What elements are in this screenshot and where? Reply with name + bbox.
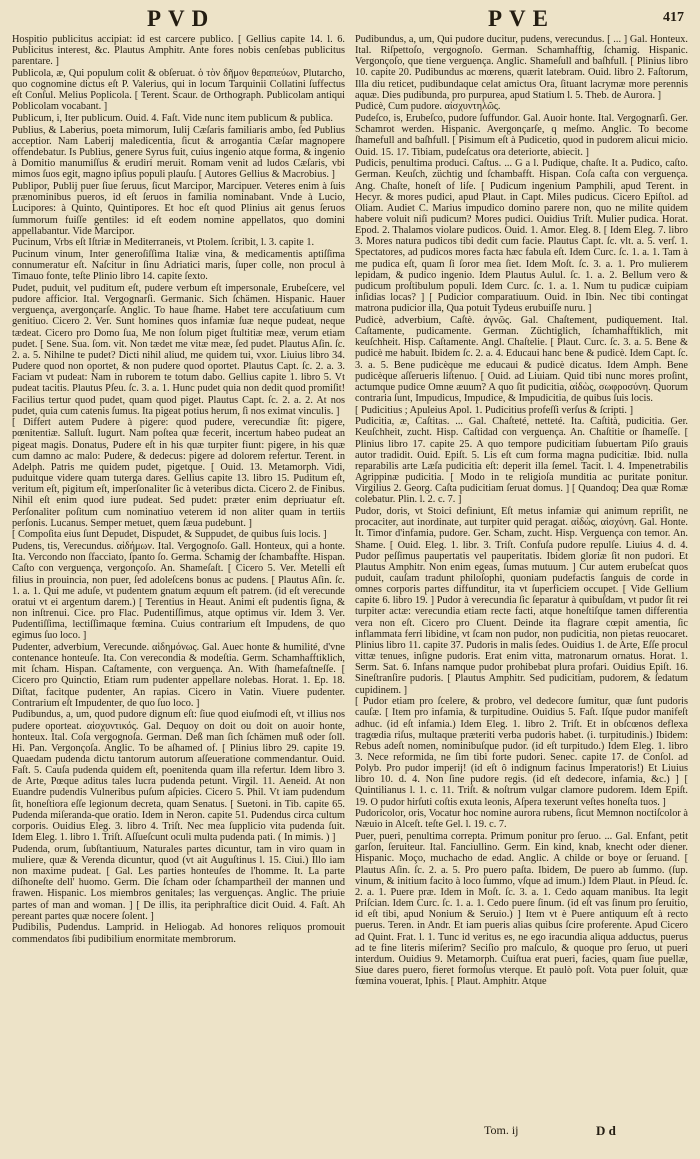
header-left-guide-word: PVD	[147, 6, 216, 31]
dictionary-entry: Publicum, i, Iter publicum. Ouid. 4. Faſt. Vide nunc item publicum & publica.	[12, 113, 333, 125]
dictionary-entry: Pudenter, adverbium, Verecunde. αἰδημόνως. Gal. Auec honte & humilité, d'vne contenance honteuſe. Ita. Con verecondia & modeſtia. Germ. Schamhafftiklich, mit ſcham. Hispan. Caſtamente, con verguença. An. With ſhamefaſtneſſe. [ Cicero pro Quinctio, Etiam rum pudenter appellare nolebas. Horat. 1. Ep. 18. Diſtat, facitque pudenter, An rapias. Cicero in Vatin. Viuere pudenter. Contrarium eſt Impudenter, de quo ſuo loco. ]	[12, 641, 345, 709]
dictionary-entry: Publipor, Publij puer ſiue ſeruus, ſicut Marcipor, Marcipuer. Veteres enim à ſuis prænominibus pueros, id eſt ſeruos in familia nominabant. Vnde à Lucio, Lucipores: à Quinto, Quintipores. Et hoc eſt quod Plinius ait genus ſeruos ſummorum fuiſſe gentiles: id eſt eodem nomine appellatos, quo domini appellabantur. Vide Marcipor.	[12, 181, 345, 237]
dictionary-entry: Publicola, æ, Qui populum colit & obſeruat. ὁ τὸν δῆμον θεραπεύων, Plutarcho, quo cognomine dictus eſt P. Valerius, qui in locum Tarquinii Collatini ſuffectus eſt Conſul. Melius Poplicola. [ Terent. Scaur. de Orthograph. Publicolam antiqui Poblicolam vocabant. ]	[12, 67, 345, 113]
dictionary-entry: Pudibilis, Pudendus. Lamprid. in Heliogab. Ad honores reliquos promouit commendatos ſibi pudibilium enormitate membrorum.	[12, 922, 345, 945]
dictionary-entry: Pudicè, Cum pudore. αἰσχυντηλῶς.	[355, 101, 501, 113]
page-number: 417	[663, 10, 684, 25]
dictionary-entry: Pudeſco, is, Erubeſco, pudore ſuffundor. Gal. Auoir honte. Ital. Vergognarſi. Ger. Schamrot werden. Hispanic. Avergonçarſe, q meſmo. Anglic. To become ſhamefull and baſhfull. [ Pisimum eſt à Pudicetio, quod in pudorem alicui micio. Ouid. 15. 17. Tibiam, pudeſcatus ora deteriorte, abiecit. ]	[355, 113, 688, 158]
dictionary-entry: [ Pudicitius ; Apuleius Apol. 1. Pudicitius profeſſi verſus & ſcripti. ]	[355, 404, 634, 416]
right-column	[355, 34, 688, 1117]
signature-mark: D d	[596, 1123, 616, 1138]
header-right-guide-word: PVE	[488, 6, 555, 31]
dictionary-entry: Pudicè, adverbium, Caſtè. ἁγνῶς. Gal. Chaſtement, pudiquement. Ital. Caſtamente, pudicamente. German. Züchtiglich, ſchamhafftiklich, mit keuſchheit. Hisp. Caſtamente. Angl. Chaſtelie. [ Plaut. Curc. ſc. 3. a. 5. Bene & pudicè me habuit. Ibidem ſc. 2. a. 4. Educaui hanc bene & pudicè. Idem Capt. ſc. 3. a. 5. Bene pudicèque me educaui & pudicè dicatus. Idem Amph. Bene pudicèque aſſerueris liſtenuo. [ Ouid. ad Liuiam. Quid tibi nunc mores proſint, actumque pudice Omne æuum? A quo ſit pudicitia, αἰδὼς, σωφροσύνη. Quorum contraria ſunt, Impudicus, Impudice, & Impudicitia, de quibus ſuis locis.	[355, 314, 688, 404]
dictionary-entry: Pudor, doris, vt Stoici definiunt, Eſt metus infamiæ qui animum repriſit, ne procaciter, aut inordinate, aut turpiter quid peragat. αἰδώς, αἰσχύνη. Gal. Honte. It. Timor d'infamia, pudore. Ger. Scham, zucht. Hisp. Verguença con temor. An. Shame. [ Ouid. Eleg. 1. libr. 3. Triſt. Confuſa pudore repulſe. Liuius 4. d. 4. Pudor peſſimus paupertatis vel pauperitatis. Ibidem gloriæ ſit non pudori. Et Plautus Amphitr. Non enim egeas, ſumas mutuum. ] Cur autem erubeſcat quos puduit, cauſam tradunt philoſophi, quoniam pudefactis ſanguis de corde in omnes corporis partes diffunditur, ita vt ſuperficiem occupet. [ Vide Gellium capite 6. libro 19. ] Pudor à verecundia ſic ſeparatur à quibuſdam, vt pudor ſit rei turpiter actæ: verecundia etiam recte facti, atque honeſtiſque tamen differentia vera non eſt. Cicero pro Cluent. Deinde ita flagrare cœpit amentia, ſic inflammata ferri libidine, vt ſcam non pudor, non pudicitia, non pietas reuocaret. Plinius libro 11. capite 37. Pudoris in malis ſedes. Ouidius 1. de Arte, Eſſe procul vittæ tenues, inſigne pudoris. Erat enim vitta, matronarum ornatus. Horat. 1. Serm. Sat. 6. Infans namque pudor prohibebat plura profari. Ouidius Epiſt. 16. Sineſtranſire pudoris. [ Plautus Amphitr. Sed pudicitiam, pudorem, & ſedatum cupidinem. ]	[355, 506, 688, 696]
dictionary-entry: [ Differt autem Pudere à pigere: quod pudere, verecundiæ ſit: pigere, pœnitentiæ. Salluſt. Iugurt. Nam poſtea quæ fecerit, incertum habeo pudeat an pigeat magis. Donatus, Pudere eſt in his quæ turpiter fiunt: pigere, in his quæ cum damno ac malo: Pudere, & dedecus: pigere ad dolorem refertur. Terent. in Adelph. Patris me quidem pudet, pigetque. [ Ouid. 13. Metamorph. Vidi, puduitque videre quam tuterga dares. Gellius capite 13. libro 15. Puditum eſt, veritum eſt, pigitum eſt, imperſonaliter ſic à veteribus dicta. Cicero 2. de Finibus. Nihil eſt enim quod iure pudeat. Sed pudet: præter enim depriuatur eſt. Perſonaliter poſitum cum nominatiuo veterem id non aliter quam in tertiis perſonis. Lucanus. Semper metuet, quem ſæua pudebunt. ]	[12, 417, 345, 529]
dictionary-entry: Pudicitia, æ, Caſtitas. ... Gal. Chaſteté, netteté. Ita. Caſtità, pudicitia. Ger. Keuſchheit, zucht. Hisp. Caſtidad con verguença. An. Chaſtitie or ſhameſſe. [ Plinius libro 17. capite 25. A quo tempore pudicitiam ſubuertam Piſo grauis autor tradidit. Ouid. Epiſt. 5. Lis eſt cum forma magna pudicitiæ. Ibid. nulla reparabilis arte Læſa pudicitia eſt: deperit illa ſemel. Tacit. l. 4. Impenetrabilis Agrippinæ pudicitia. [ Modo in te religioſa munditia ac puritate ponitur. Virgilius 2. Georg. Caſta pudicitiam ſeruat domus. ] [ Quandoq; Dea quæ Romæ colebatur. Plin. l. 2. c. 7. ]	[355, 416, 688, 506]
page-footer	[12, 1117, 688, 1147]
dictionary-entry: Pudet, puduit, vel puditum eſt, pudere verbum eſt impersonale, Erubeſcere, vel pudore afficior. Ital. Vergognarſi. Germanic. Sich ſchämen. Hispanic. Hauer verguença, avergonçarſe. Anglic. To haue ſhame. Habet tere accuſatiuum cum genitiuo. Cicero 2. Ver. Sunt homines quos infamiæ ſuæ neque pudeat, neque tædeat. Cicero pro Domo ſua, Me non ſolum piget ſtultitiæ meæ, verum etiam pudet. [ Sene. Sua. ſom. vit. Non tædet me vitæ meæ, ſed pudet. Plautus Aſin. ſc. 2. a. 5. Nihilne te pudet? Dicti nihil aliud, me quidem tui, vxor. Liuius libro 34. Pudere quod non oportet, & non pudere quod oportet. Plautus Capt. ſc. 2. a. 3. Faciam vt pudeat: Nam in ruborem te totum dabo. Gellius capite 1. libro 5. Vt pudeat tacitis. Plautus Pſeu. ſc. 3. a. 1. Hunc pudet quia non dedit quod promiſit! Facilius tertur quod pudet, quam quod piget. Plautus Capt. ſc. 2. a. 2. At nos pudet, quia cum catenis ſumus. Ita pigeat potius herum, ſi nos eximat vinculis. ]	[12, 282, 345, 417]
dictionary-entry: Pudicis, penultima produci. Caſtus. ... G a l. Pudique, chaſte. It a. Pudico, caſto. German. Keuſch, züchtig und ſchambafft. Hispan. Coſa caſta con verguença. Ang. Chaſte, honeſt of liſe. [ Pudicum ingenium Pamphili, apud Terent. in Hecyr. & mores pudici, apud Plaut. in Capt. Miles pudicus. Cicero Epiſtol. ad Oliam. Audiet C. Marius impudico domino parere non, quo ne milite quidem habere voluit niſi pudicum? Mores pudici. Ouidius Triſt. Mulier pudica. Horat. Epod. 2. Thalamos violare pudicos. Ouid. 1. Amor. Eleg. 8. [ Idem Eleg. 7. libro 3. Mores natura pudicos tibi dedit cum facie. Plautus Capt. ſc. vlt. a. 5. verſ. 1. Spectatores, ad pudicos mores facta hæc fabula eſt. Idem Curc. ſc. 1. a. 1. Tam à me pudica eſt, quam ſi ſoror mea ſiet. Idem Moſt. ſc. 3. a. 1. Pro mulierem lepidam, & pudico ingenio. Idem Plautus Aulul. ſc. 1. a. 2. Bellum vero & pudicum proſtibulum populi. Idem Curc. ſc. 1. a. 1. Num tu pudicæ cuipiam inſidias locas? ] [ Pudicior comparatiuum. Ouid. in Ibin. Nec tibi contingat matrona pudicior illa, Qua potuit Tydeus erubuiſſe nuru. ]	[355, 158, 688, 315]
text-columns	[12, 34, 688, 1117]
running-header	[12, 6, 688, 32]
dictionary-entry: Pudoricolor, oris, Vocatur hoc nomine aurora rubens, ſicut Memnon noctiſcolor à Næuio in Alceſt. teſte Gel. l. 19. c. 7.	[355, 808, 688, 831]
dictionary-entry: [ Compoſita eius ſunt Depudet, Dispudet, & Suppudet, de quibus ſuis locis. ]	[12, 529, 327, 541]
dictionary-entry: [ Pudor etiam pro ſcelere, & probro, vel dedecore ſumitur, quæ ſunt pudoris cauſæ. [ Item pro infamia, & turpitudine. Ouidius 5. Faſt. Iſque pudor manifeſt adhuc. (id eſt infamia.) Idem Eleg. 1. libro 2. Triſt. Et in obſcœnos deflexa tragœdia riſus, multaque præteriti verba pudoris habet. (i. turpitudinis.) Ibidem: Rebus adeſt nomen, nominibuſque pudor. (id eſt turpitudo.) Idem Eleg. 1. libro 3. Nece reformida, ne ſim tibi forte pudori. Senec. capite 17. de Conſol. ad Polyb. Pro pudor imperij! (id eſt ô indignum facinus Imperatoris!) Et Liuius libro 10. d. 4. Non ſine pudore regis. (id eſt dedecore, infamia, &c.) ] [ Quintilianus l. 1. c. 11. Triſt. & noſtrum vulgar clamore pudorem. Idem Epiſt. 19. O pudor hirſuti coſtis exuta leonis, Aſpera texerunt veſtes honeſta tuos. ]	[355, 696, 688, 808]
dictionary-entry: Pucinum vinum, Inter generoſiſſima Italiæ vina, & medicamentis aptiſſima connumeratur eſt. Naſcitur in ſinu Adriatici maris, ſuper colle, non procul à Timauo fonte, teſte Plinio libro 14. capite ſexto.	[12, 248, 345, 283]
dictionary-entry: Publius, & Laberius, poeta mimorum, Iulij Cæſaris familiaris ambo, ſed Publius acceptior. Nam Laberij maledicentia, ſicut & arrogantia Cæſar magnopere offendebatur. Is Publius, genere Syrus fuit, cuius ingenio atque forma, & ingenio à Domitio manumiſſus & erudiri meruit. Romam venit ad ludos Cæſaris, vbi mimos ſuos egit, magno ipſius populi plauſu. [ Autores Gellius & Macrobius. ]	[12, 124, 345, 181]
dictionary-entry: Hospitio publicitus accipiat: id est carcere publico. [ Gellius capite 14. l. 6. Publicitus interest, &c. Plautus Amphitr. Ante fores nobis cenſebas publicitus parentare. ]	[12, 34, 345, 68]
dictionary-entry: Pucinum, Vrbs eſt Iſtriæ in Mediterraneis, vt Ptolem. ſcribit, l. 3. capite 1.	[12, 237, 315, 249]
dictionary-entry: Pudibundus, a, um, quod pudore dignum eſt: ſiue quod eiuſmodi eſt, vt illius nos pudere oporteat. αἰσχυντικός. Gal. Dequoy on doit ou doit on auoir honte, honteux. Ital. Coſa vergognoſa. German. Deß man ſich ſchämen muß oder ſoll. Hi. Pan. Vergonçoſa. Anglic. To be aſhamed of. [ Plinius libro 29. capite 19. Quaedam pudenda dictu tantorum autorum aſſeueratione commendantur. Ouid. Faſt. 5. Cauſa pudenda quidem eſt, poenitenda quam illa refertur. Idem libro 3. de Arte, Pœque aditus tales lucra pudenda petunt. Virgil. 11. Aeneid. At non Euandre pudendis Vulneribus puſum aſpicies. Cicero 5. Phil. Vt iam pudendum ſit, honeſtiora eſſe legionum decreta, quam Senatus. [ Suetoni. in Tib. capite 65. Pudenda miſeranda-que oratio. Idem in Neron. capite 51. Pudendus circa cultum corporis. Ouidius Eleg. 3. libro 4. Triſt. Nec mea ſupplicio vita pudenda ſuit. Idem Eleg. 1. libro 1. Triſt. Aſſueſcunt oculi multa pudenda pati. ( In mimis. ) ]	[12, 709, 345, 844]
dictionary-entry: Pudibundus, a, um, Qui pudore ducitur, pudens, verecundus. [ ... ] Gal. Honteux. Ital. Riſpettoſo, vergognoſo. German. Schamhafftig, ſchamig. Hispanic. Vergonçoſo, que tiene verguença. Anglic. Shameſull and baſhfull. [ Plinius libro 10. capite 20. Pudibundus ac mœrens, quærit latebram. Ouid. libro 2. Faſtorum, Illa diu reticet, pudibundaque celat amictus Ora, ſituant lacrymæ more perennis aquæ. Dies pudibunda, pro purpurea, apud Statium l. 5. Theb. de Aurora. ]	[355, 34, 688, 101]
volume-mark: Tom. ij	[484, 1123, 519, 1137]
dictionary-entry: Pudens, tis, Verecundus. αἰδήμων. Ital. Vergognoſo. Gall. Honteux, qui a honte. Ita. Vercondo non ſfacciato, ſpanto ſo. Germa. Schamig der ſchambaffte. Hispan. Caſto con verguença, vergonçoſo. An. Shameſaſt. [ Cicero 5. Ver. Metelli eſt filius in prouincia, non puer, ſed adoleſcens bonus ac pudens. [ Plautus Aſin. ſc. 1. a. 1. Qui me aduſe, vt pudentem gnatum æquum eſt patrem. (id eſt verecunde oratui vt ei argentum darem.) [ Terentius in Heaut. Animi eſt pudentis ſigna, & non inſtrenui. Cice. pro Flac. Pudentiſſimus, atque optimus vir. Idem 3. Ver. Pudentiſſima, lectiſſimaque fœmina. Cuius contrarium eſt Impudens, de quo egimus ſuo loco. ]	[12, 541, 345, 642]
dictionary-entry: Pudenda, orum, ſubſtantiuum, Naturales partes dicuntur, tam in viro quam in muliere, quæ & Verenda dicuntur, quod (vt ait Auguſtinus l. 15. Ciui.) Illo iam non maxime pudeat. [ Gal. Les parties honteuſes de l'homme. It. La parte diſhoneſte dell' huomo. Germ. Die ſcham oder ſchampartheil der mannen und frawen. Hispanic. Los miembros genitales; las verguenças. Anglic. The priuie partes of man and woman. ] [ De illis, ita periphraſtice dicit Ouid. 4. Faſt. Ah pereant partes quæ nocere ſolent. ]	[12, 843, 345, 922]
left-column	[12, 34, 345, 1117]
dictionary-entry: Puer, pueri, penultima correpta. Primum ponitur pro ſeruo. ... Gal. Enfant, petit garſon, ſeruiteur. Ital. Fanciullino. Germ. Ein kind, knab, knecht oder diener. Hispanic. Moço, muchacho de edad. Anglic. A childe or boye or ſeruand. [ Plautus Aſin. ſc. 2. a. 5. Pro puero paſta. Ibidem, De puero ab ſummo. (ſup. vinum, & initium facito à loco ſummo, vſque ad imum.) Idem Plaut. in Pſeud. ſc. 2. a. 1. Puere præ. Idem in Moſt. ſc. 3. a. 1. Cedo aquam manibus. Ita legit Priſcian. Idem Curc. ſc. 1. a. 1. Cedo puere ſinum. (id eſt vas ſinum pro ſeruitio, id eſt tibi, apud Nonium & Seruio.) ] Item vt è Puere antiquum eſt à recto puerus. Teren. in Andr. Et iam pueris alias quibus ſcire proferente. Apud Cicero ad Quint. Frat. l. 1. Tunc id veritus es, ne ego iracundia aliqua adductus, puerus ad te fine literis miſerim? Seciſio pro maſculo, & quoque pro ſeruo, ut pueri interdum. Ouidius 9. Metamorph. Cuiſtua erat pueri, facies, quam ſiue puellæ, Siue dares puero, fieret formoſus vterque. Et paulò poſt. Vota puer ſoluit, quæ fœmina vouerat, Iphis. [ Plaut. Amphitr. Atque	[355, 831, 688, 988]
